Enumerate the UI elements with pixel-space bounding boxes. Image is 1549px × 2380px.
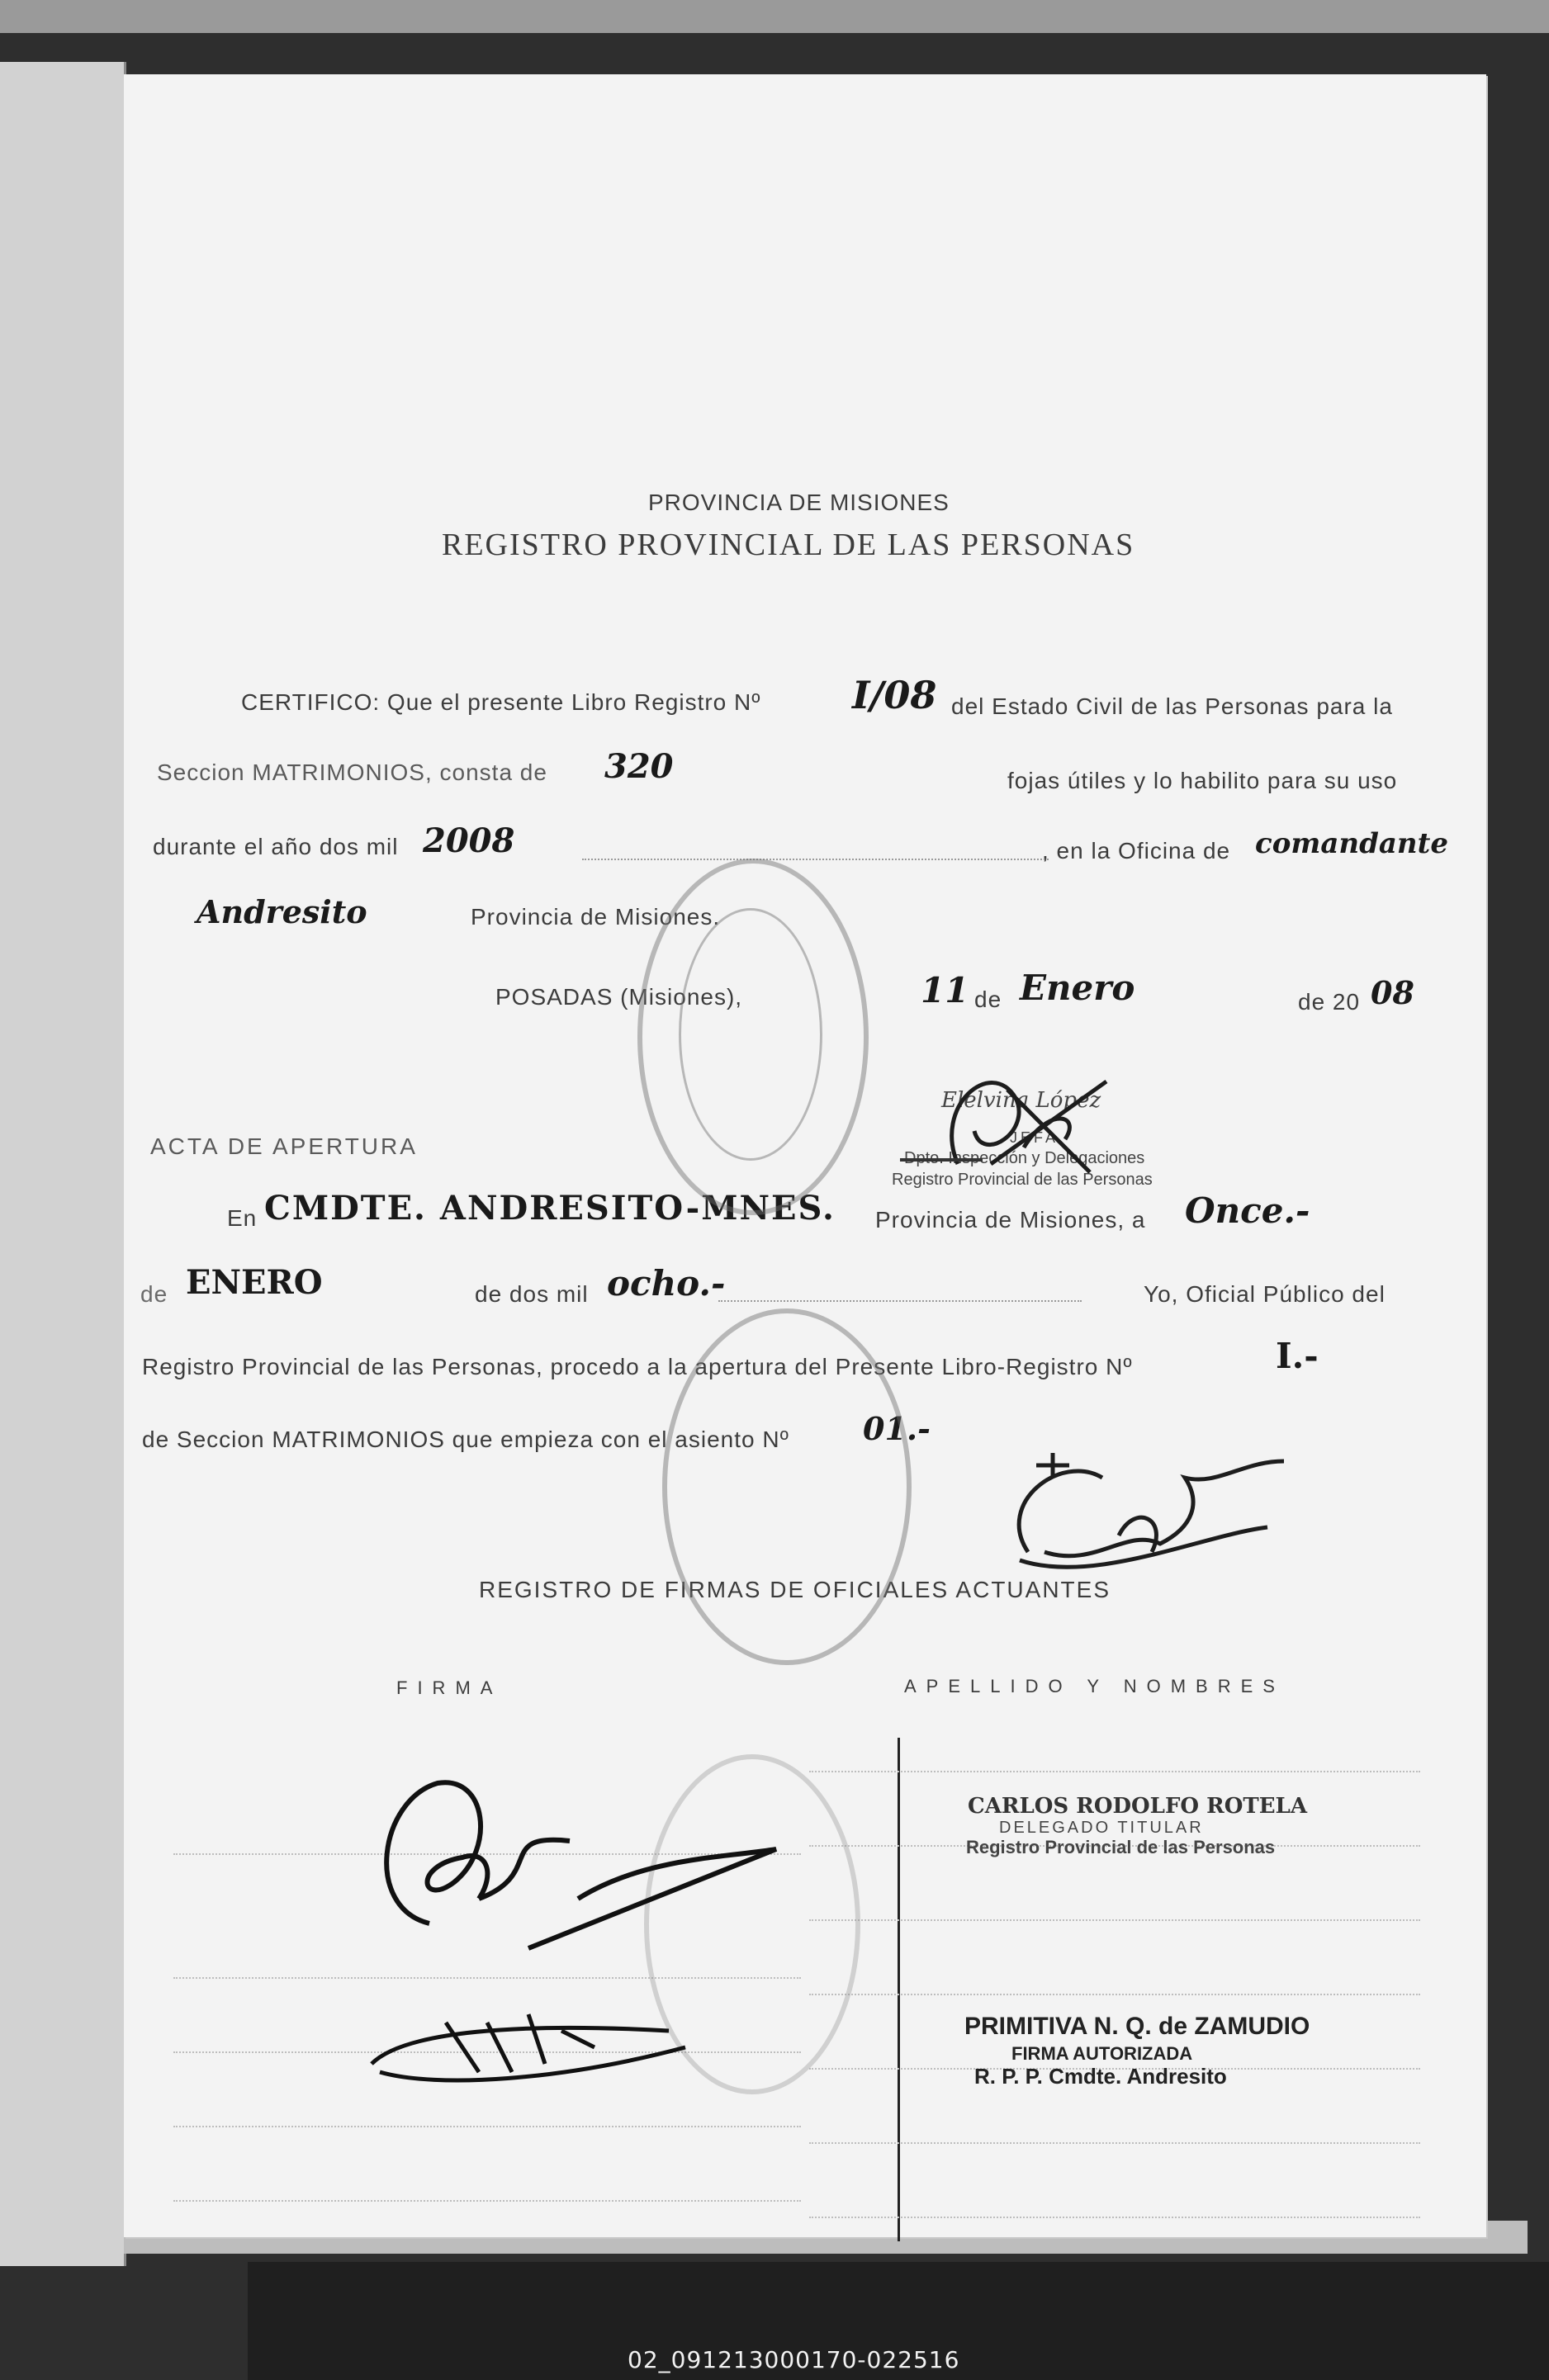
registry-heading: REGISTRO PROVINCIAL DE LAS PERSONAS bbox=[442, 528, 1135, 562]
ruled-line bbox=[809, 2217, 1420, 2218]
dotted-line bbox=[582, 859, 1049, 860]
year-suffix-handwritten: 08 bbox=[1371, 974, 1414, 1011]
certificate-line2-prefix: Seccion MATRIMONIOS, consta de bbox=[157, 759, 547, 785]
stamp-name-lopez: Elelvina López bbox=[941, 1088, 1101, 1113]
day-words-handwritten: Once.- bbox=[1185, 1190, 1310, 1231]
de-label: de bbox=[974, 987, 1002, 1012]
location-handwritten: CMDTE. ANDRESITO-MNES. bbox=[264, 1189, 836, 1228]
dotted-line bbox=[718, 1300, 1082, 1302]
signature-lopez bbox=[883, 1007, 1131, 1197]
year-label: de dos mil bbox=[475, 1281, 589, 1307]
certificate-line3-suffix: , en la Oficina de bbox=[1042, 838, 1231, 864]
ruled-line bbox=[173, 2126, 801, 2127]
opening-line4: Registro Provincial de las Personas, procedo a la apertura del Presente Libro-Registro Nº bbox=[142, 1354, 1133, 1379]
year-words-handwritten: ocho.- bbox=[607, 1263, 726, 1304]
names-column-header: APELLIDO Y NOMBRES bbox=[904, 1676, 1285, 1696]
ruled-line bbox=[809, 1771, 1420, 1772]
province-text: Provincia de Misiones. bbox=[471, 904, 721, 930]
opening-title: ACTA DE APERTURA bbox=[150, 1133, 418, 1159]
pages-count-handwritten: 320 bbox=[604, 747, 674, 786]
certificate-line1-prefix: CERTIFICO: Que el presente Libro Registro Nº bbox=[241, 689, 761, 715]
official-seal-1-inner bbox=[679, 908, 822, 1161]
stamp-name-rotela: CARLOS RODOLFO ROTELA bbox=[968, 1794, 1307, 1819]
en-label: En bbox=[227, 1205, 258, 1231]
opening-line5: de Seccion MATRIMONIOS que empieza con el asiento Nº bbox=[142, 1427, 789, 1452]
ruled-line bbox=[809, 1919, 1420, 1921]
day-handwritten: 11 bbox=[921, 970, 969, 1010]
left-book-page bbox=[0, 62, 126, 2266]
stamp-org-3: R. P. P. Cmdte. Andresito bbox=[974, 2064, 1227, 2089]
stamp-dept: Dpto. Inspección y Delegaciones bbox=[904, 1149, 1145, 1167]
ruled-line bbox=[809, 1994, 1420, 1995]
certificate-line2-suffix: fojas útiles y lo habilito para su uso bbox=[1007, 768, 1398, 793]
signature-officer-2 bbox=[355, 1998, 702, 2097]
book-roman-handwritten: I.- bbox=[1276, 1336, 1319, 1376]
de-label-2: de bbox=[140, 1281, 168, 1307]
ruled-line bbox=[173, 2200, 801, 2202]
year-handwritten: 2008 bbox=[423, 821, 515, 860]
image-id-label: 02_091213000170-022516 bbox=[628, 2346, 960, 2373]
scan-top-edge bbox=[0, 0, 1549, 33]
province-heading: PROVINCIA DE MISIONES bbox=[648, 490, 950, 515]
month-words-handwritten: ENERO bbox=[186, 1263, 323, 1302]
year-prefix-text: de 20 bbox=[1298, 989, 1361, 1015]
signature-registry-title: REGISTRO DE FIRMAS DE OFICIALES ACTUANTES bbox=[479, 1577, 1111, 1602]
office-handwritten-1: comandante bbox=[1255, 827, 1448, 860]
stamp-name-zamudio: PRIMITIVA N. Q. de ZAMUDIO bbox=[964, 2013, 1310, 2040]
office-handwritten-2: Andresito bbox=[197, 893, 367, 930]
stamp-org-1: Registro Provincial de las Personas bbox=[892, 1171, 1153, 1189]
signature-officer-1 bbox=[330, 1734, 793, 1957]
month-handwritten: Enero bbox=[1020, 968, 1135, 1008]
stamp-org-2: Registro Provincial de las Personas bbox=[966, 1837, 1276, 1857]
column-divider bbox=[898, 1738, 900, 2241]
signature-rotela-carlos bbox=[995, 1428, 1292, 1585]
certificate-line1-suffix: del Estado Civil de las Personas para la bbox=[951, 693, 1393, 719]
stamp-role-firma: FIRMA AUTORIZADA bbox=[1011, 2043, 1193, 2064]
place-text: POSADAS (Misiones), bbox=[495, 984, 743, 1010]
opening-province-text: Provincia de Misiones, a bbox=[875, 1207, 1146, 1233]
official-text: Yo, Oficial Público del bbox=[1144, 1281, 1386, 1307]
stamp-role-jefa: JEFA bbox=[1010, 1129, 1059, 1146]
book-number-handwritten: I/08 bbox=[852, 673, 937, 717]
signature-column-header: FIRMA bbox=[396, 1677, 503, 1698]
stamp-role-delegado: DELEGADO TITULAR bbox=[999, 1819, 1204, 1837]
entry-number-handwritten: 01.- bbox=[863, 1410, 931, 1447]
document-page bbox=[124, 74, 1486, 2237]
official-seal-2 bbox=[662, 1308, 912, 1665]
certificate-line3-prefix: durante el año dos mil bbox=[153, 834, 399, 859]
ruled-line bbox=[809, 2142, 1420, 2144]
